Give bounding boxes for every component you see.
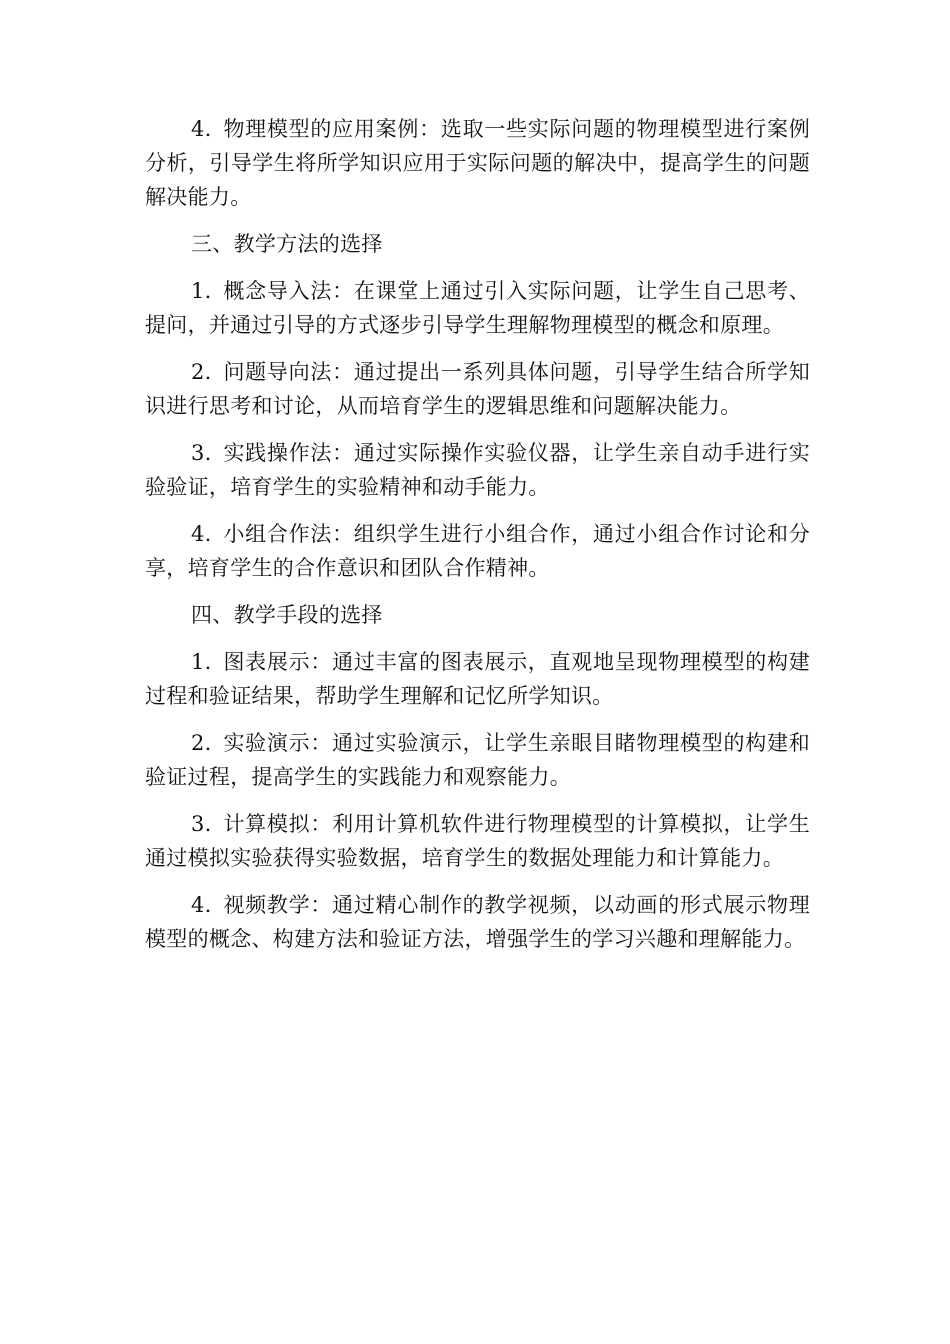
item-text: 视频教学：通过精心制作的教学视频，以动画的形式展示物理模型的概念、构建方法和验证方法，增强学生的学习兴趣和理解能力。 — [145, 893, 810, 951]
item-text: 问题导向法：通过提出一系列具体问题，引导学生结合所学知识进行思考和讨论，从而培育学生的逻辑思维和问题解决能力。 — [145, 360, 810, 418]
item-number: 2. — [191, 731, 212, 755]
item-number: 3. — [191, 812, 212, 836]
section-heading-teaching-methods: 三、教学方法的选择 — [191, 232, 383, 256]
item-number: 4. — [191, 522, 212, 546]
item-number: 2. — [191, 360, 212, 384]
item-number: 1. — [191, 650, 212, 674]
item-number: 3. — [191, 441, 212, 465]
list-item-2-experiment-demo — [145, 726, 810, 794]
document-page — [145, 112, 810, 969]
list-item-3-practical-operation — [145, 436, 810, 504]
item-text: 实践操作法：通过实际操作实验仪器，让学生亲自动手进行实验验证，培育学生的实验精神和动手能力。 — [145, 441, 810, 499]
list-item-4-group-cooperation — [145, 517, 810, 585]
item-text: 物理模型的应用案例：选取一些实际问题的物理模型进行案例分析，引导学生将所学知识应用于实际问题的解决中，提高学生的问题解决能力。 — [145, 117, 810, 209]
item-text: 图表展示：通过丰富的图表展示，直观地呈现物理模型的构建过程和验证结果，帮助学生理解和记忆所学知识。 — [145, 650, 810, 708]
list-item-1-chart-display — [145, 645, 810, 713]
section-heading-teaching-means: 四、教学手段的选择 — [191, 603, 383, 627]
item-text: 实验演示：通过实验演示，让学生亲眼目睹物理模型的构建和验证过程，提高学生的实践能力和观察能力。 — [145, 731, 810, 789]
item-number: 4. — [191, 893, 212, 917]
list-item-3-computational-simulation — [145, 807, 810, 875]
item-text: 概念导入法：在课堂上通过引入实际问题，让学生自己思考、提问，并通过引导的方式逐步引导学生理解物理模型的概念和原理。 — [145, 279, 810, 337]
list-item-2-problem-oriented — [145, 355, 810, 423]
item-number: 4. — [191, 117, 212, 141]
list-item-4-application-cases — [145, 112, 810, 214]
item-text: 小组合作法：组织学生进行小组合作，通过小组合作讨论和分享，培育学生的合作意识和团队合作精神。 — [145, 522, 810, 580]
item-text: 计算模拟：利用计算机软件进行物理模型的计算模拟，让学生通过模拟实验获得实验数据，培育学生的数据处理能力和计算能力。 — [145, 812, 810, 870]
list-item-4-video-teaching — [145, 888, 810, 956]
item-number: 1. — [191, 279, 212, 303]
list-item-1-concept-introduction — [145, 274, 810, 342]
